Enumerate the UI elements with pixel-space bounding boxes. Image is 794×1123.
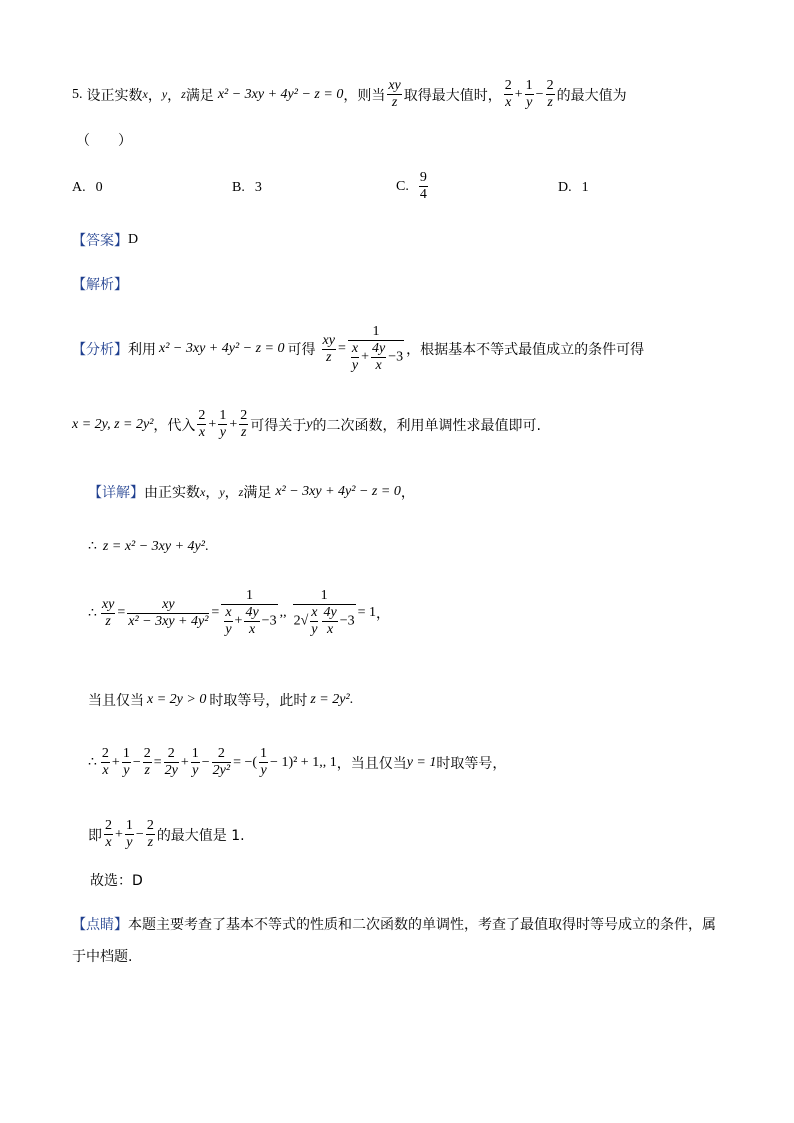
comment-line-2: 于中档题. bbox=[72, 949, 133, 965]
detail-line-quadratic: ∴ $\frac{2}{x}$ + $\frac{1}{y}$ − $\frac{2}{z}$ = $\frac{2}{2y}$ + $\frac{1}{y}$ − $\frac{2}{\text{2y²}}$ = −( $\frac{1}{y}$ − 1)² + 1,, 1 ，当且仅当 y = 1 时取等号， bbox=[88, 746, 507, 778]
term-2-over-x: $\frac{2}{x}$ bbox=[504, 78, 512, 110]
term-2-over-z: $\frac{2}{z}$ bbox=[546, 78, 554, 110]
detail-line-z: ∴ z = x² − 3xy + 4y² . bbox=[88, 538, 209, 554]
question-condition: x² − 3xy + 4y² − z = 0 bbox=[217, 86, 344, 102]
answer-value: D bbox=[128, 232, 139, 247]
analysis-line-1: 【分析】 利用 x² − 3xy + 4y² − z = 0 可得 $\frac{xy}{z}$ = 1 $\frac{x}{y}$ + $\frac{4y}{x}$ −3 ，根据基本不等式最值成立的条件可得 bbox=[72, 324, 645, 373]
detail-line-1: 【详解】 由正实数 x ， y ， z 满足 x² − 3xy + 4y² − z = 0 ， bbox=[88, 484, 415, 501]
option-b: B. 3 bbox=[232, 180, 262, 195]
question-number: 5. bbox=[72, 86, 83, 102]
detail-line-equality: 当且仅当 x = 2y > 0 时取等号，此时 z = 2y² . bbox=[88, 692, 354, 709]
analysis-big-fraction: 1 $\frac{x}{y}$ + $\frac{4y}{x}$ −3 bbox=[348, 324, 404, 374]
option-d: D. 1 bbox=[558, 180, 589, 195]
question-line: 5. 设正实数 x ， y ， z 满足 x² − 3xy + 4y² − z = 0 ，则当 $\frac{xy}{z}$ 取得最大值时， $\frac{2}{x}$ + $\frac{1}{y}$ − $\frac{2}{z}$ 的最大值为 bbox=[72, 78, 627, 110]
analysis-tag: 【解析】 bbox=[72, 277, 128, 293]
answer-blank: （ ） bbox=[76, 133, 132, 149]
fraction-xy-over-z: $\frac{xy}{z}$ bbox=[388, 78, 401, 110]
answer-tag: 【答案】 bbox=[72, 233, 128, 249]
comment-line-1: 【点睛】 本题主要考查了基本不等式的性质和二次函数的单调性，考查了最值取得时等号成立的条件，属 bbox=[72, 917, 716, 933]
detail-line-conclusion: 即 $\frac{2}{x}$ + $\frac{1}{y}$ − $\frac{2}{z}$ 的最大值是 1. bbox=[88, 818, 245, 850]
detail-line-bound: ∴ $\frac{xy}{z}$ = $\frac{xy}{\text{x² − 3xy + 4y²}}$ = 1 $\frac{x}{y}$ + $\frac{4y}{x}$ −3 ,, 1 2√ $\frac{x}{y}$ $\frac{4y}{x}$ −3 = 1 ， bbox=[88, 588, 391, 637]
option-c: C. $\frac{9}{4}$ bbox=[396, 170, 427, 202]
detail-choice: 故选：D bbox=[90, 873, 143, 889]
option-a: A. 0 bbox=[72, 180, 103, 195]
term-1-over-y: $\frac{1}{y}$ bbox=[525, 78, 533, 110]
answer-line bbox=[72, 230, 138, 250]
analysis-line-2: x = 2y, z = 2y² ，代入 $\frac{2}{x}$ + $\frac{1}{y}$ + $\frac{2}{z}$ 可得关于 y 的二次函数，利用单调性求最值即可. bbox=[72, 408, 541, 440]
